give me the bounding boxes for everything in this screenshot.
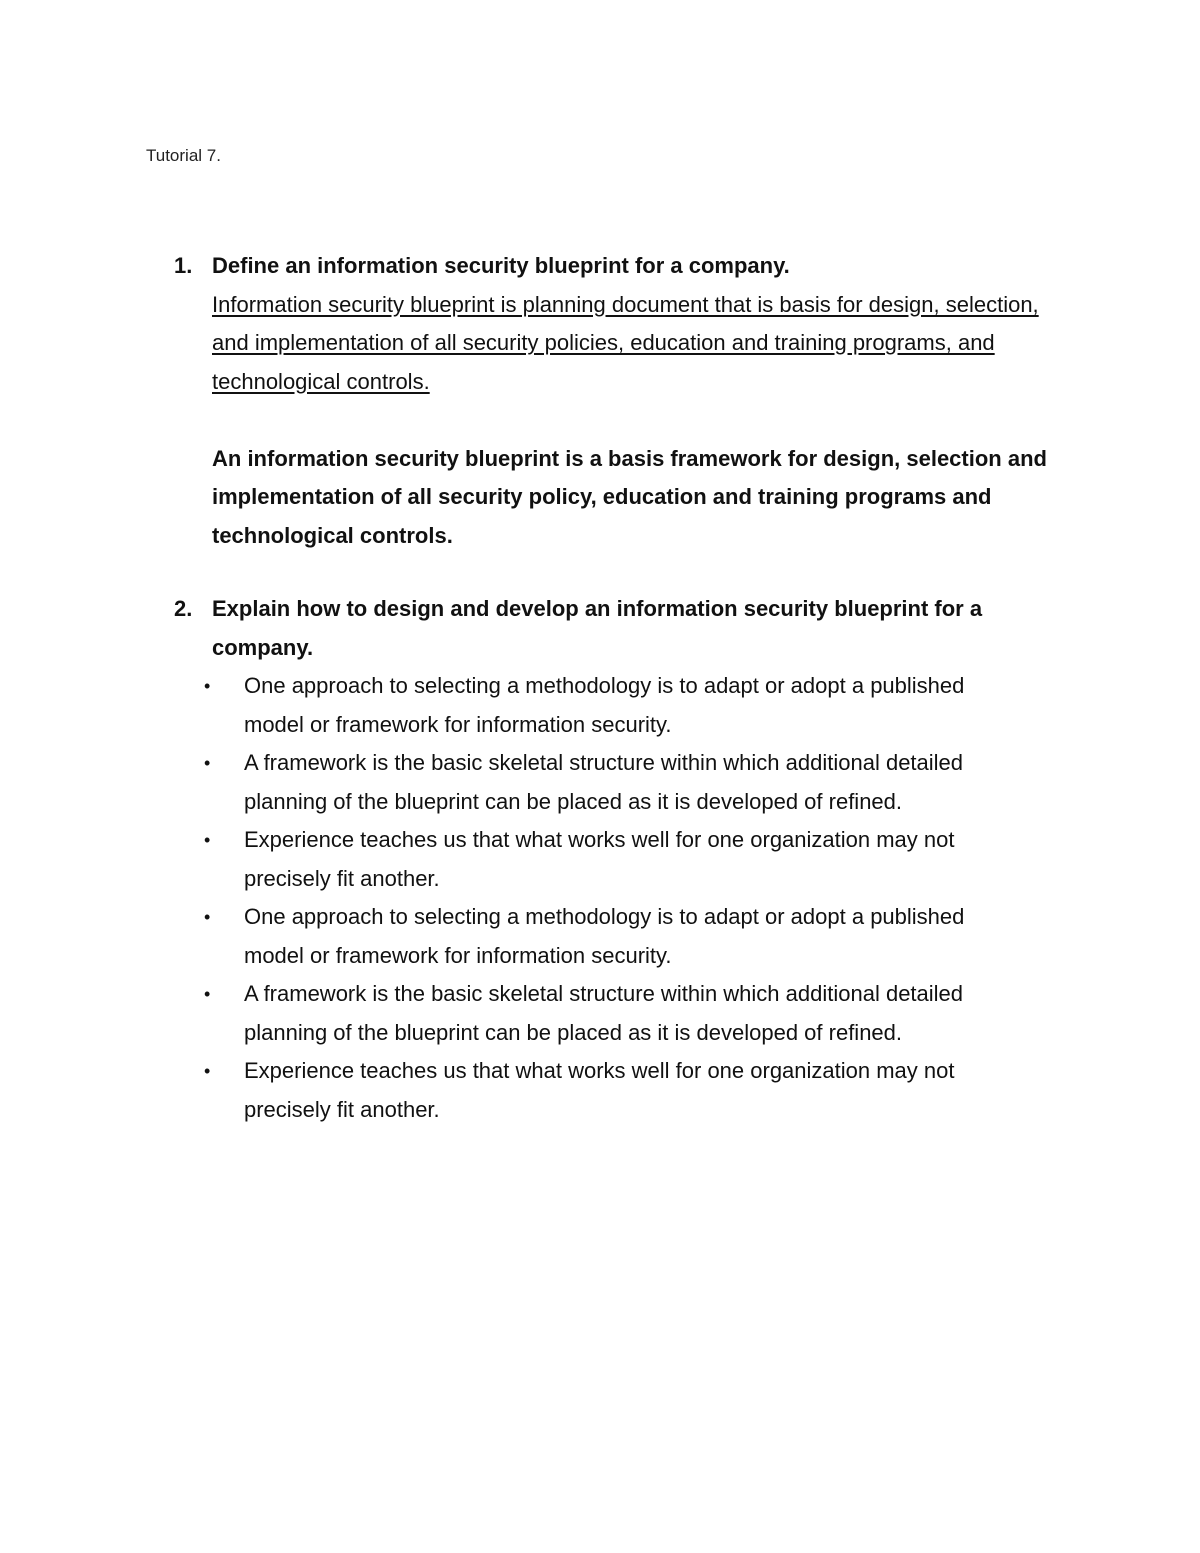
list-item [204,975,1074,1052]
underlined-answer: Information security blueprint is planning document that is basis for design, selection, and implementation of all security policies, education and training programs, and technological controls. [212,291,1039,394]
question-body [212,590,1062,667]
list-item [204,1052,1074,1129]
question-body [212,247,1062,555]
document-title: Tutorial 7. [146,146,221,165]
bullet-icon: • [204,753,211,773]
bullet-text: A framework is the basic skeletal structure within which additional detailed planning of the blueprint can be placed as it is developed of refined. [244,750,964,814]
question-1 [174,247,1074,555]
bullet-icon: • [204,984,211,1004]
bullet-text: One approach to selecting a methodology is to adapt or adopt a published model or framework for information security. [244,904,965,968]
bullet-text: Experience teaches us that what works well for one organization may not precisely fit another. [244,1058,955,1122]
bullet-list [174,667,1074,1129]
list-item [204,898,1074,975]
bullet-icon: • [204,676,211,696]
question-number: 2. [174,596,193,621]
question-text: Define an information security blueprint for a company. [212,253,790,278]
bullet-text: A framework is the basic skeletal structure within which additional detailed planning of the blueprint can be placed as it is developed of refined. [244,981,964,1045]
list-item [204,744,1074,821]
bullet-icon: • [204,830,211,850]
bold-answer: An information security blueprint is a basis framework for design, selection and implementation of all security policy, education and training programs and technological controls. [212,445,1047,548]
list-item [204,667,1074,744]
bullet-text: Experience teaches us that what works well for one organization may not precisely fit another. [244,827,955,891]
question-2 [174,590,1074,1129]
list-item [204,821,1074,898]
bullet-text: One approach to selecting a methodology is to adapt or adopt a published model or framework for information security. [244,673,965,737]
bullet-icon: • [204,1061,211,1081]
question-number: 1. [174,253,193,278]
question-text: Explain how to design and develop an information security blueprint for a company. [212,596,983,660]
bullet-icon: • [204,907,211,927]
